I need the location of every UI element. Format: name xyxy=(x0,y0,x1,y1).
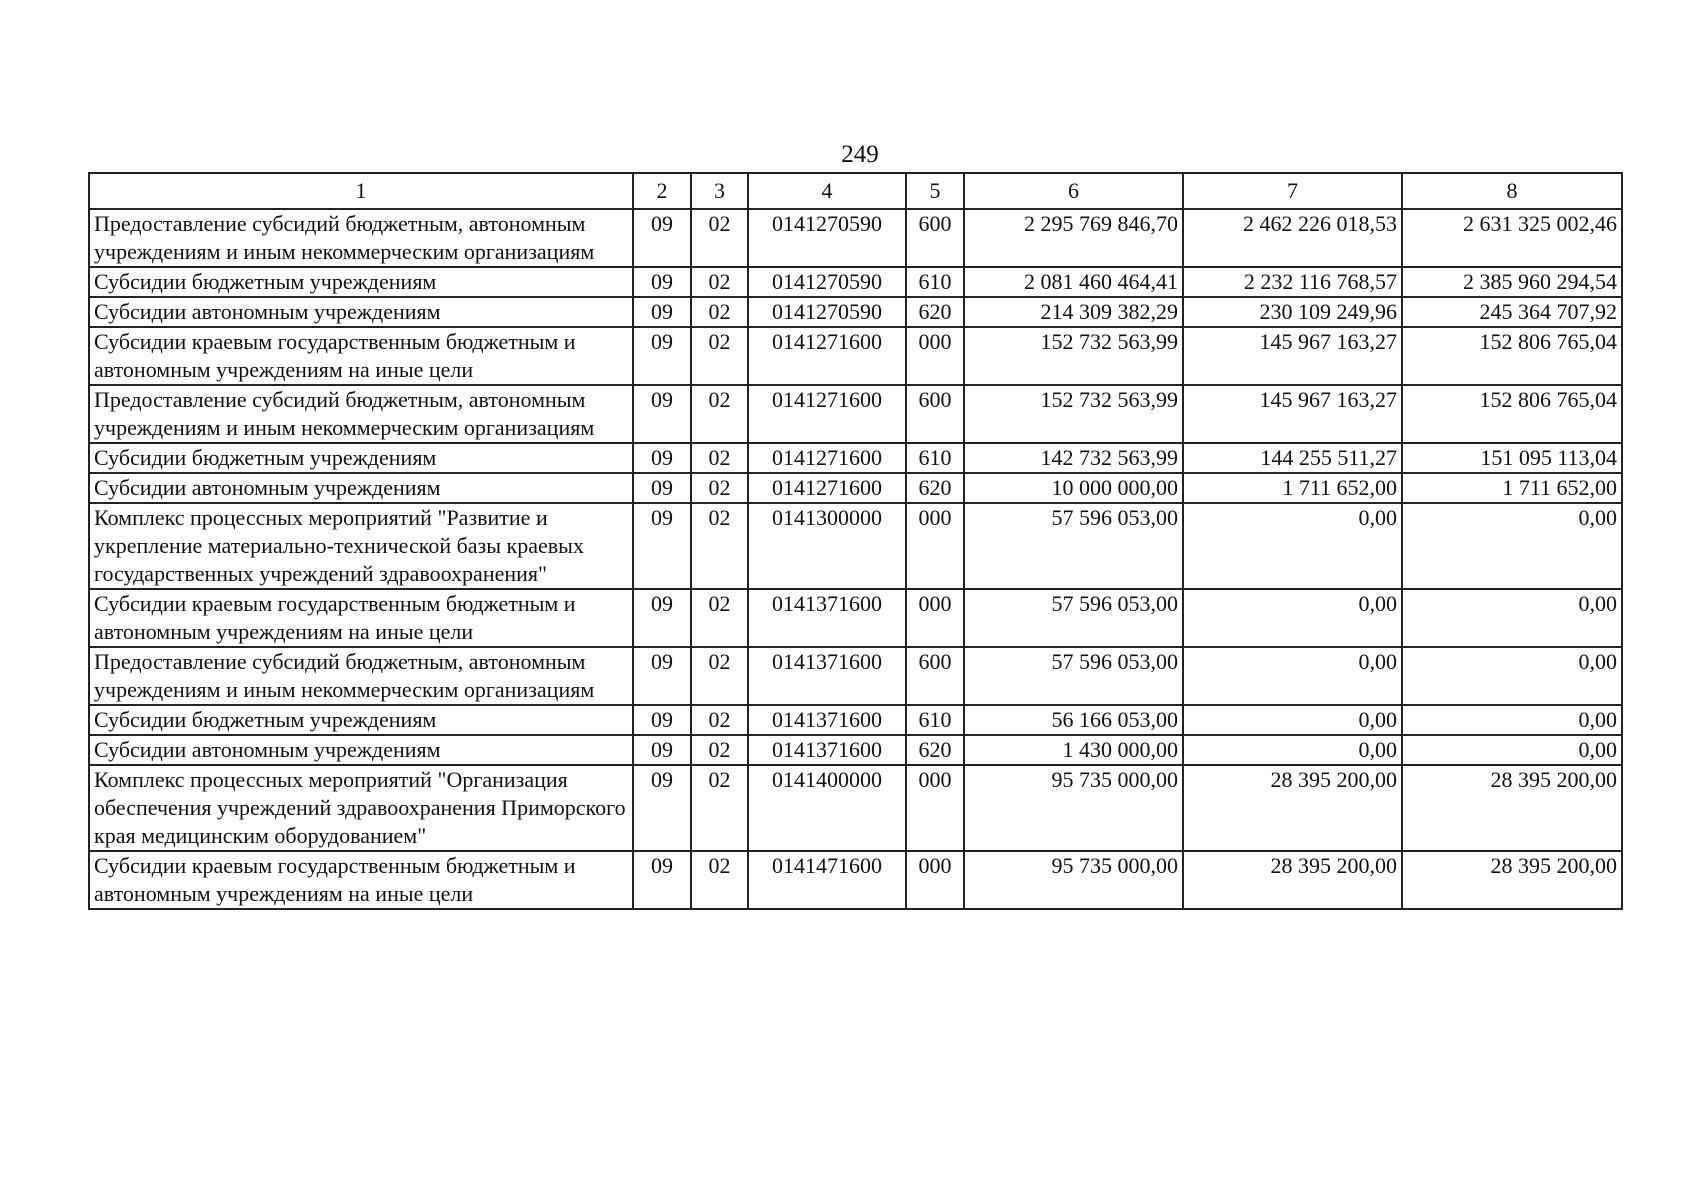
row-col2-cell: 09 xyxy=(633,209,691,267)
row-col4-cell: 0141270590 xyxy=(748,297,906,327)
row-col7-value: 230 109 249,96 xyxy=(1183,297,1402,327)
budget-table xyxy=(88,172,1623,910)
row-col5-cell: 610 xyxy=(906,705,964,735)
table-body xyxy=(89,209,1622,909)
row-col5-cell: 600 xyxy=(906,209,964,267)
row-col3-cell: 02 xyxy=(691,209,748,267)
row-col8-value: 0,00 xyxy=(1402,647,1622,705)
row-col8-value: 1 711 652,00 xyxy=(1402,473,1622,503)
row-col5-cell: 000 xyxy=(906,589,964,647)
row-col4-cell: 0141271600 xyxy=(748,385,906,443)
column-header-5: 5 xyxy=(906,173,964,209)
row-col7-value: 144 255 511,27 xyxy=(1183,443,1402,473)
row-col5-cell: 620 xyxy=(906,297,964,327)
row-name-cell: Субсидии бюджетным учреждениям xyxy=(89,705,633,735)
row-col4-cell: 0141270590 xyxy=(748,209,906,267)
column-header-4: 4 xyxy=(748,173,906,209)
row-col2-cell: 09 xyxy=(633,267,691,297)
table-row xyxy=(89,297,1622,327)
table-header xyxy=(89,173,1622,209)
row-col2-cell: 09 xyxy=(633,385,691,443)
row-col4-cell: 0141371600 xyxy=(748,589,906,647)
row-name-cell: Субсидии автономным учреждениям xyxy=(89,473,633,503)
row-col8-value: 0,00 xyxy=(1402,705,1622,735)
page-number: 249 xyxy=(841,141,879,168)
table-row xyxy=(89,385,1622,443)
row-col4-cell: 0141271600 xyxy=(748,473,906,503)
row-col3-cell: 02 xyxy=(691,297,748,327)
row-col3-cell: 02 xyxy=(691,705,748,735)
row-col7-value: 0,00 xyxy=(1183,589,1402,647)
header-row xyxy=(89,173,1622,209)
table-row xyxy=(89,473,1622,503)
row-col4-cell: 0141371600 xyxy=(748,647,906,705)
row-col8-value: 245 364 707,92 xyxy=(1402,297,1622,327)
row-col6-value: 152 732 563,99 xyxy=(964,385,1183,443)
column-header-1: 1 xyxy=(89,173,633,209)
row-col7-value: 2 462 226 018,53 xyxy=(1183,209,1402,267)
row-name-cell: Комплекс процессных мероприятий "Развитие и укрепление материально-технической базы краевых государственных учреждений здравоохранения" xyxy=(89,503,633,589)
row-name-cell: Предоставление субсидий бюджетным, автономным учреждениям и иным некоммерческим организациям xyxy=(89,209,633,267)
row-name-cell: Субсидии краевым государственным бюджетным и автономным учреждениям на иные цели xyxy=(89,589,633,647)
row-col8-value: 28 395 200,00 xyxy=(1402,851,1622,909)
row-col7-value: 145 967 163,27 xyxy=(1183,327,1402,385)
row-col6-value: 57 596 053,00 xyxy=(964,647,1183,705)
row-col4-cell: 0141400000 xyxy=(748,765,906,851)
table-row xyxy=(89,851,1622,909)
row-col7-value: 1 711 652,00 xyxy=(1183,473,1402,503)
row-col6-value: 95 735 000,00 xyxy=(964,851,1183,909)
row-col2-cell: 09 xyxy=(633,473,691,503)
row-col3-cell: 02 xyxy=(691,327,748,385)
row-col4-cell: 0141471600 xyxy=(748,851,906,909)
row-col2-cell: 09 xyxy=(633,647,691,705)
table-row xyxy=(89,589,1622,647)
table-row xyxy=(89,443,1622,473)
row-col7-value: 145 967 163,27 xyxy=(1183,385,1402,443)
row-col8-value: 0,00 xyxy=(1402,589,1622,647)
row-col8-value: 152 806 765,04 xyxy=(1402,385,1622,443)
row-name-cell: Предоставление субсидий бюджетным, автономным учреждениям и иным некоммерческим организациям xyxy=(89,647,633,705)
row-col8-value: 151 095 113,04 xyxy=(1402,443,1622,473)
row-name-cell: Субсидии автономным учреждениям xyxy=(89,297,633,327)
table-row xyxy=(89,765,1622,851)
row-name-cell: Субсидии краевым государственным бюджетным и автономным учреждениям на иные цели xyxy=(89,851,633,909)
row-col6-value: 214 309 382,29 xyxy=(964,297,1183,327)
row-col8-value: 2 631 325 002,46 xyxy=(1402,209,1622,267)
row-col6-value: 95 735 000,00 xyxy=(964,765,1183,851)
row-name-cell: Предоставление субсидий бюджетным, автономным учреждениям и иным некоммерческим организациям xyxy=(89,385,633,443)
row-col5-cell: 600 xyxy=(906,647,964,705)
row-col2-cell: 09 xyxy=(633,765,691,851)
row-col5-cell: 000 xyxy=(906,327,964,385)
row-col5-cell: 000 xyxy=(906,851,964,909)
row-col8-value: 0,00 xyxy=(1402,503,1622,589)
row-col6-value: 142 732 563,99 xyxy=(964,443,1183,473)
row-col5-cell: 000 xyxy=(906,503,964,589)
row-col3-cell: 02 xyxy=(691,267,748,297)
row-col5-cell: 000 xyxy=(906,765,964,851)
row-col4-cell: 0141300000 xyxy=(748,503,906,589)
row-col5-cell: 620 xyxy=(906,735,964,765)
row-col7-value: 28 395 200,00 xyxy=(1183,765,1402,851)
row-col8-value: 2 385 960 294,54 xyxy=(1402,267,1622,297)
row-col2-cell: 09 xyxy=(633,443,691,473)
row-col6-value: 1 430 000,00 xyxy=(964,735,1183,765)
table-row xyxy=(89,209,1622,267)
row-col4-cell: 0141271600 xyxy=(748,327,906,385)
row-col3-cell: 02 xyxy=(691,443,748,473)
row-col7-value: 0,00 xyxy=(1183,735,1402,765)
row-col3-cell: 02 xyxy=(691,735,748,765)
row-col3-cell: 02 xyxy=(691,473,748,503)
row-col6-value: 57 596 053,00 xyxy=(964,589,1183,647)
row-col7-value: 0,00 xyxy=(1183,647,1402,705)
row-col4-cell: 0141270590 xyxy=(748,267,906,297)
row-col3-cell: 02 xyxy=(691,385,748,443)
table-row xyxy=(89,647,1622,705)
column-header-7: 7 xyxy=(1183,173,1402,209)
table-row xyxy=(89,735,1622,765)
row-col4-cell: 0141271600 xyxy=(748,443,906,473)
row-col2-cell: 09 xyxy=(633,503,691,589)
row-col6-value: 56 166 053,00 xyxy=(964,705,1183,735)
table-row xyxy=(89,503,1622,589)
row-col4-cell: 0141371600 xyxy=(748,705,906,735)
row-col5-cell: 620 xyxy=(906,473,964,503)
column-header-2: 2 xyxy=(633,173,691,209)
row-name-cell: Субсидии бюджетным учреждениям xyxy=(89,267,633,297)
column-header-8: 8 xyxy=(1402,173,1622,209)
row-name-cell: Комплекс процессных мероприятий "Организация обеспечения учреждений здравоохранения Приморского края медицинским оборудованием" xyxy=(89,765,633,851)
row-col6-value: 10 000 000,00 xyxy=(964,473,1183,503)
row-col3-cell: 02 xyxy=(691,589,748,647)
row-col8-value: 28 395 200,00 xyxy=(1402,765,1622,851)
column-header-6: 6 xyxy=(964,173,1183,209)
row-col8-value: 152 806 765,04 xyxy=(1402,327,1622,385)
row-col2-cell: 09 xyxy=(633,589,691,647)
row-col3-cell: 02 xyxy=(691,851,748,909)
table-row xyxy=(89,267,1622,297)
row-col7-value: 28 395 200,00 xyxy=(1183,851,1402,909)
row-col2-cell: 09 xyxy=(633,327,691,385)
row-col2-cell: 09 xyxy=(633,851,691,909)
row-name-cell: Субсидии автономным учреждениям xyxy=(89,735,633,765)
row-col7-value: 2 232 116 768,57 xyxy=(1183,267,1402,297)
row-col5-cell: 610 xyxy=(906,443,964,473)
row-col2-cell: 09 xyxy=(633,297,691,327)
row-col6-value: 152 732 563,99 xyxy=(964,327,1183,385)
row-col8-value: 0,00 xyxy=(1402,735,1622,765)
table-row xyxy=(89,705,1622,735)
row-name-cell: Субсидии краевым государственным бюджетным и автономным учреждениям на иные цели xyxy=(89,327,633,385)
row-col7-value: 0,00 xyxy=(1183,705,1402,735)
row-col5-cell: 610 xyxy=(906,267,964,297)
row-name-cell: Субсидии бюджетным учреждениям xyxy=(89,443,633,473)
table-row xyxy=(89,327,1622,385)
row-col2-cell: 09 xyxy=(633,705,691,735)
row-col2-cell: 09 xyxy=(633,735,691,765)
row-col3-cell: 02 xyxy=(691,503,748,589)
row-col3-cell: 02 xyxy=(691,647,748,705)
row-col4-cell: 0141371600 xyxy=(748,735,906,765)
row-col6-value: 2 081 460 464,41 xyxy=(964,267,1183,297)
row-col7-value: 0,00 xyxy=(1183,503,1402,589)
row-col6-value: 57 596 053,00 xyxy=(964,503,1183,589)
row-col3-cell: 02 xyxy=(691,765,748,851)
row-col6-value: 2 295 769 846,70 xyxy=(964,209,1183,267)
row-col5-cell: 600 xyxy=(906,385,964,443)
column-header-3: 3 xyxy=(691,173,748,209)
